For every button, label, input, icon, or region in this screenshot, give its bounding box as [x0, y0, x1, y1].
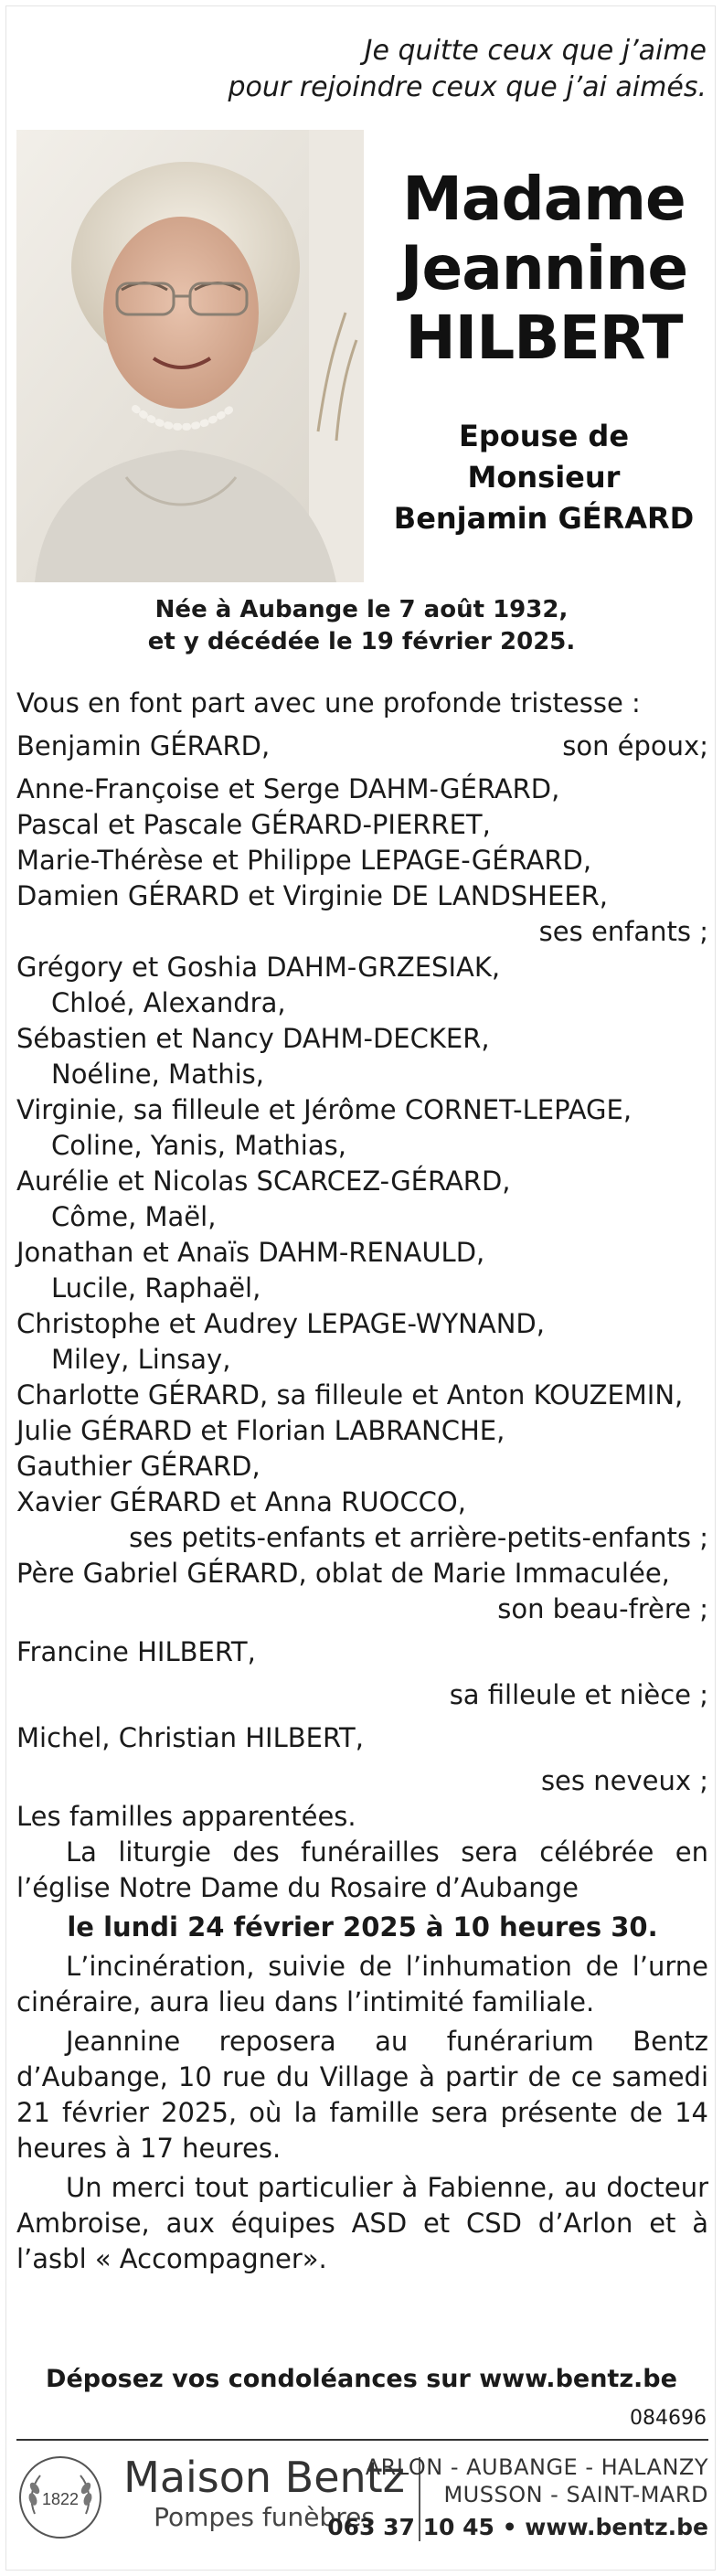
grandchild-couple: Virginie, sa filleule et Jérôme CORNET-LEPAGE,: [16, 1094, 633, 1125]
grandchild-couple: Sébastien et Nancy DAHM-DECKER,: [16, 1023, 490, 1054]
husband-name: Benjamin GÉRARD,: [16, 730, 271, 761]
children-list: [16, 772, 708, 950]
funeral-home-footer: [16, 2448, 708, 2549]
name-title: Madame: [402, 164, 686, 234]
first-name: Jeannine: [399, 233, 688, 303]
spouse-line-2: Monsieur: [467, 460, 621, 495]
grandchild-line: Gauthier GÉRARD,: [16, 1451, 260, 1482]
death-line: et y décédée le 19 février 2025.: [147, 628, 576, 655]
great-grandchildren: Coline, Yanis, Mathias,: [51, 1130, 346, 1161]
niece: Francine HILBERT,: [16, 1636, 256, 1667]
brand-name: Maison Bentz: [123, 2453, 405, 2502]
brother-in-law-role: son beau-frère ;: [497, 1593, 708, 1624]
laurel-seal-icon: [16, 2454, 104, 2541]
deceased-name: [375, 165, 713, 373]
grandchild-couple: Grégory et Goshia DAHM-GRZESIAK,: [16, 952, 501, 983]
grandchild-couple: Aurélie et Nicolas SCARCEZ-GÉRARD,: [16, 1166, 511, 1197]
funeral-home-text: Jeannine reposera au funérarium Bentz d’Aubange, 10 rue du Village à partir de ce samedi 21 février 2025, où la famille sera présente de 14 heures à 17 heures.: [16, 2026, 708, 2164]
condolences-line: Déposez vos condoléances sur www.bentz.be: [46, 2365, 677, 2393]
child-line: Pascal et Pascale GÉRARD-PIERRET,: [16, 809, 491, 840]
portrait-image: [16, 130, 364, 582]
grandchild-couple: Jonathan et Anaïs DAHM-RENAULD,: [16, 1237, 485, 1268]
child-line: Damien GÉRARD et Virginie DE LANDSHEER,: [16, 880, 609, 911]
grandchild-couple: Christophe et Audrey LEPAGE-WYNAND,: [16, 1308, 545, 1339]
birth-death-block: [0, 594, 723, 658]
grandchild-line: Charlotte GÉRARD, sa filleule et Anton KOUZEMIN,: [16, 1379, 684, 1410]
grandchild-line: Julie GÉRARD et Florian LABRANCHE,: [16, 1415, 505, 1446]
children-role: ses enfants ;: [538, 916, 708, 947]
towns-line-1: ARLON - AUBANGE - HALANZY: [365, 2454, 708, 2480]
spouse-line-3: Benjamin GÉRARD: [393, 501, 695, 536]
liturgy-text: La liturgie des funérailles sera célébrée en l’église Notre Dame du Rosaire d’Aubange: [16, 1836, 708, 1903]
seal-year: 1822: [41, 2490, 80, 2508]
great-grandchildren: Côme, Maël,: [51, 1201, 217, 1232]
nephews-role: ses neveux ;: [540, 1765, 708, 1796]
quote-line-2: pour rejoindre ceux que j’ai aimés.: [228, 71, 707, 103]
spouse-line-1: Epouse de: [458, 419, 630, 453]
epitaph-quote: [229, 33, 707, 106]
town-list: [366, 2454, 708, 2508]
ceremony-date: le lundi 24 février 2025 à 10 heures 30.: [67, 1911, 658, 1943]
great-grandchildren: Miley, Linsay,: [51, 1344, 231, 1375]
thanks-text: Un merci tout particulier à Fabienne, au docteur Ambroise, aux équipes ASD et CSD d’Arlon et à l’asbl « Accompagner».: [16, 2172, 708, 2274]
announcement-body: [16, 686, 708, 2277]
great-grandchildren: Noéline, Mathis,: [51, 1059, 264, 1090]
footer-divider: [16, 2439, 708, 2441]
spouse-block: [375, 416, 713, 539]
child-line: Marie-Thérèse et Philippe LEPAGE-GÉRARD,: [16, 845, 592, 876]
grandchildren-role: ses petits-enfants et arrière-petits-enfants ;: [129, 1522, 708, 1553]
brand-subtitle: Pompes funèbres: [154, 2502, 375, 2532]
portrait-photo: [16, 130, 364, 582]
niece-role: sa filleule et nièce ;: [449, 1679, 708, 1710]
contact-line: 063 37 10 45 • www.bentz.be: [327, 2514, 708, 2540]
birth-line: Née à Aubange le 7 août 1932,: [154, 596, 569, 623]
intro-text: Vous en font part avec une profonde tristesse :: [16, 687, 641, 719]
towns-line-2: MUSSON - SAINT-MARD: [443, 2482, 708, 2507]
husband-role: son époux;: [562, 730, 708, 761]
great-grandchildren: Lucile, Raphaël,: [51, 1272, 261, 1304]
grandchild-line: Xavier GÉRARD et Anna RUOCCO,: [16, 1486, 466, 1517]
brother-in-law: Père Gabriel GÉRARD, oblat de Marie Immaculée,: [16, 1558, 670, 1589]
families-line: Les familles apparentées.: [16, 1801, 356, 1832]
quote-line-1: Je quitte ceux que j’aime: [364, 35, 707, 67]
husband-row: [16, 729, 708, 764]
last-name: HILBERT: [405, 303, 683, 373]
child-line: Anne-Françoise et Serge DAHM-GÉRARD,: [16, 773, 560, 804]
great-grandchildren: Chloé, Alexandra,: [51, 987, 286, 1018]
nephews: Michel, Christian HILBERT,: [16, 1722, 364, 1753]
cremation-text: L’incinération, suivie de l’inhumation de l’urne cinéraire, aura lieu dans l’intimité familiale.: [16, 1951, 708, 2017]
reference-number: 084696: [630, 2407, 707, 2430]
grandchildren-list: [16, 950, 708, 1556]
